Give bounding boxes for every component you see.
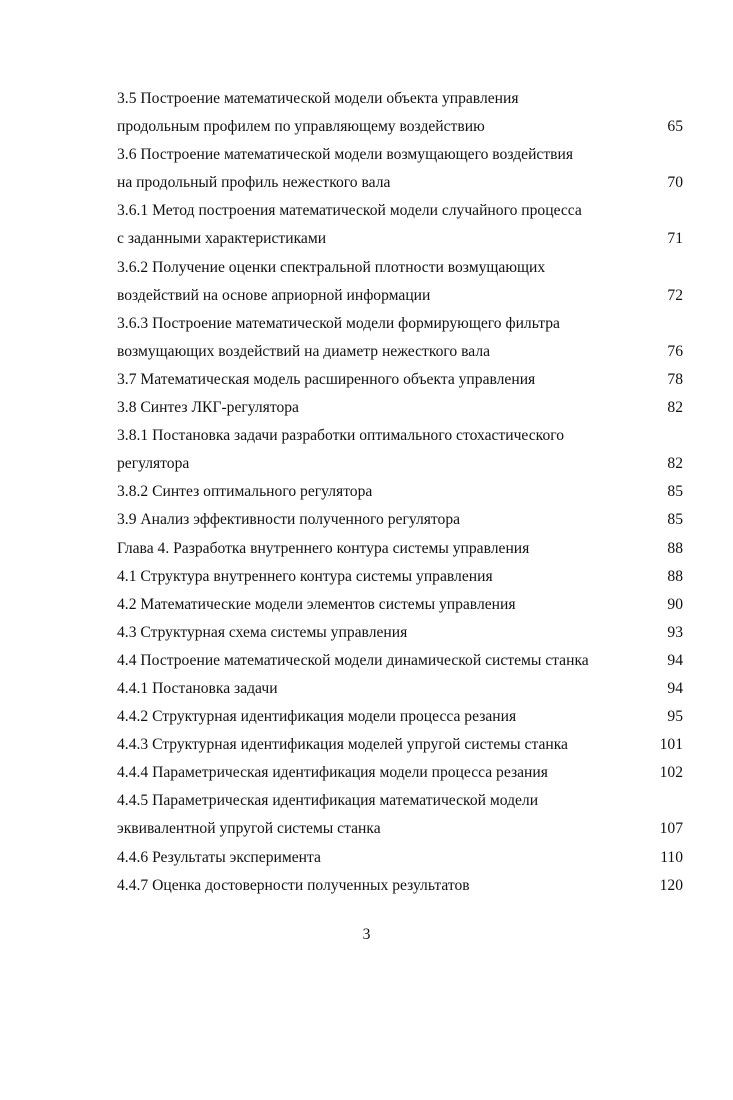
toc-entry-text: продольным профилем по управляющему воздействию [117,118,485,136]
toc-entry-page: 85 [667,483,683,501]
toc-entry-page: 93 [667,623,683,641]
toc-entry-line [117,113,687,141]
toc-entry-line [117,225,687,253]
toc-entry-page: 90 [667,595,683,613]
toc-entry-line [117,731,687,759]
toc-entry-line [117,85,687,113]
toc-entry-line [117,338,687,366]
toc-entry-text: 3.8.2 Синтез оптимального регулятора [117,483,373,501]
toc-entry-text: 3.8 Синтез ЛКГ-регулятора [117,399,299,417]
toc-entry-line [117,282,687,310]
toc-entry-text: 4.1 Структура внутреннего контура системы управления [117,567,493,585]
toc-entry-line [117,563,687,591]
toc-entry-page: 65 [667,118,683,136]
toc-entry-page: 76 [667,342,683,360]
toc-entry-page: 95 [667,708,683,726]
toc-entry-text: 3.6 Построение математической модели возмущающего воздействия [117,146,574,164]
toc-entry-text: регулятора [117,455,190,473]
toc-entry-line [117,844,687,872]
toc-entry-text: 4.4.7 Оценка достоверности полученных результатов [117,876,470,894]
table-of-contents [117,85,687,900]
toc-entry-page: 101 [659,736,683,754]
toc-entry-line [117,394,687,422]
toc-entry-text: возмущающих воздействий на диаметр нежесткого вала [117,342,491,360]
toc-entry-text: эквивалентной упругой системы станка [117,820,381,838]
toc-entry-text: 3.8.1 Постановка задачи разработки оптимального стохастического [117,427,565,445]
toc-entry-text: воздействий на основе априорной информации [117,286,431,304]
toc-entry-text: 4.4.3 Структурная идентификация моделей упругой системы станка [117,736,568,754]
toc-entry-line [117,787,687,815]
toc-entry-text: 4.4.6 Результаты эксперимента [117,848,321,866]
toc-entry-line [117,535,687,563]
toc-entry-page: 70 [667,174,683,192]
toc-entry-page: 120 [659,876,683,894]
toc-entry-text: 4.4.5 Параметрическая идентификация математической модели [117,792,539,810]
toc-entry-line [117,591,687,619]
toc-entry-page: 94 [667,651,683,669]
toc-entry-page: 72 [667,286,683,304]
toc-entry-page: 110 [660,848,683,866]
toc-entry-line [117,197,687,225]
toc-entry-line [117,759,687,787]
toc-entry-page: 102 [659,764,683,782]
toc-entry-text: 3.6.2 Получение оценки спектральной плотности возмущающих [117,258,546,276]
toc-entry-line [117,366,687,394]
toc-entry-page: 85 [667,511,683,529]
toc-entry-text: 3.6.1 Метод построения математической модели случайного процесса [117,202,582,220]
toc-entry-page: 107 [659,820,683,838]
toc-entry-line [117,872,687,900]
toc-entry-text: Глава 4. Разработка внутреннего контура системы управления [117,539,530,557]
toc-entry-line [117,422,687,450]
toc-entry-line [117,647,687,675]
toc-entry-page: 78 [667,370,683,388]
toc-entry-text: 3.9 Анализ эффективности полученного регулятора [117,511,461,529]
toc-entry-page: 88 [667,539,683,557]
toc-entry-text: 3.7 Математическая модель расширенного объекта управления [117,370,536,388]
toc-entry-page: 88 [667,567,683,585]
toc-entry-page: 71 [667,230,683,248]
toc-entry-line [117,506,687,534]
page-number: 3 [362,926,371,943]
toc-entry-text: 4.4.2 Структурная идентификация модели процесса резания [117,708,517,726]
toc-entry-text: 3.6.3 Построение математической модели формирующего фильтра [117,314,560,332]
toc-entry-line [117,675,687,703]
toc-entry-line [117,310,687,338]
toc-entry-text: 4.4.1 Постановка задачи [117,679,278,697]
toc-entry-line [117,450,687,478]
toc-entry-text: 4.4.4 Параметрическая идентификация модели процесса резания [117,764,548,782]
toc-entry-line [117,141,687,169]
toc-entry-text: 4.4 Построение математической модели динамической системы станка [117,651,589,669]
toc-entry-line [117,703,687,731]
toc-entry-line [117,478,687,506]
toc-entry-text: 4.3 Структурная схема системы управления [117,623,408,641]
toc-entry-line [117,815,687,843]
toc-entry-text: на продольный профиль нежесткого вала [117,174,391,192]
toc-entry-text: с заданными характеристиками [117,230,327,248]
toc-entry-line [117,619,687,647]
toc-entry-text: 4.2 Математические модели элементов системы управления [117,595,516,613]
toc-entry-page: 82 [667,399,683,417]
toc-entry-line [117,254,687,282]
toc-entry-page: 82 [667,455,683,473]
toc-entry-page: 94 [667,679,683,697]
toc-entry-text: 3.5 Построение математической модели объекта управления [117,90,519,107]
toc-entry-line [117,169,687,197]
